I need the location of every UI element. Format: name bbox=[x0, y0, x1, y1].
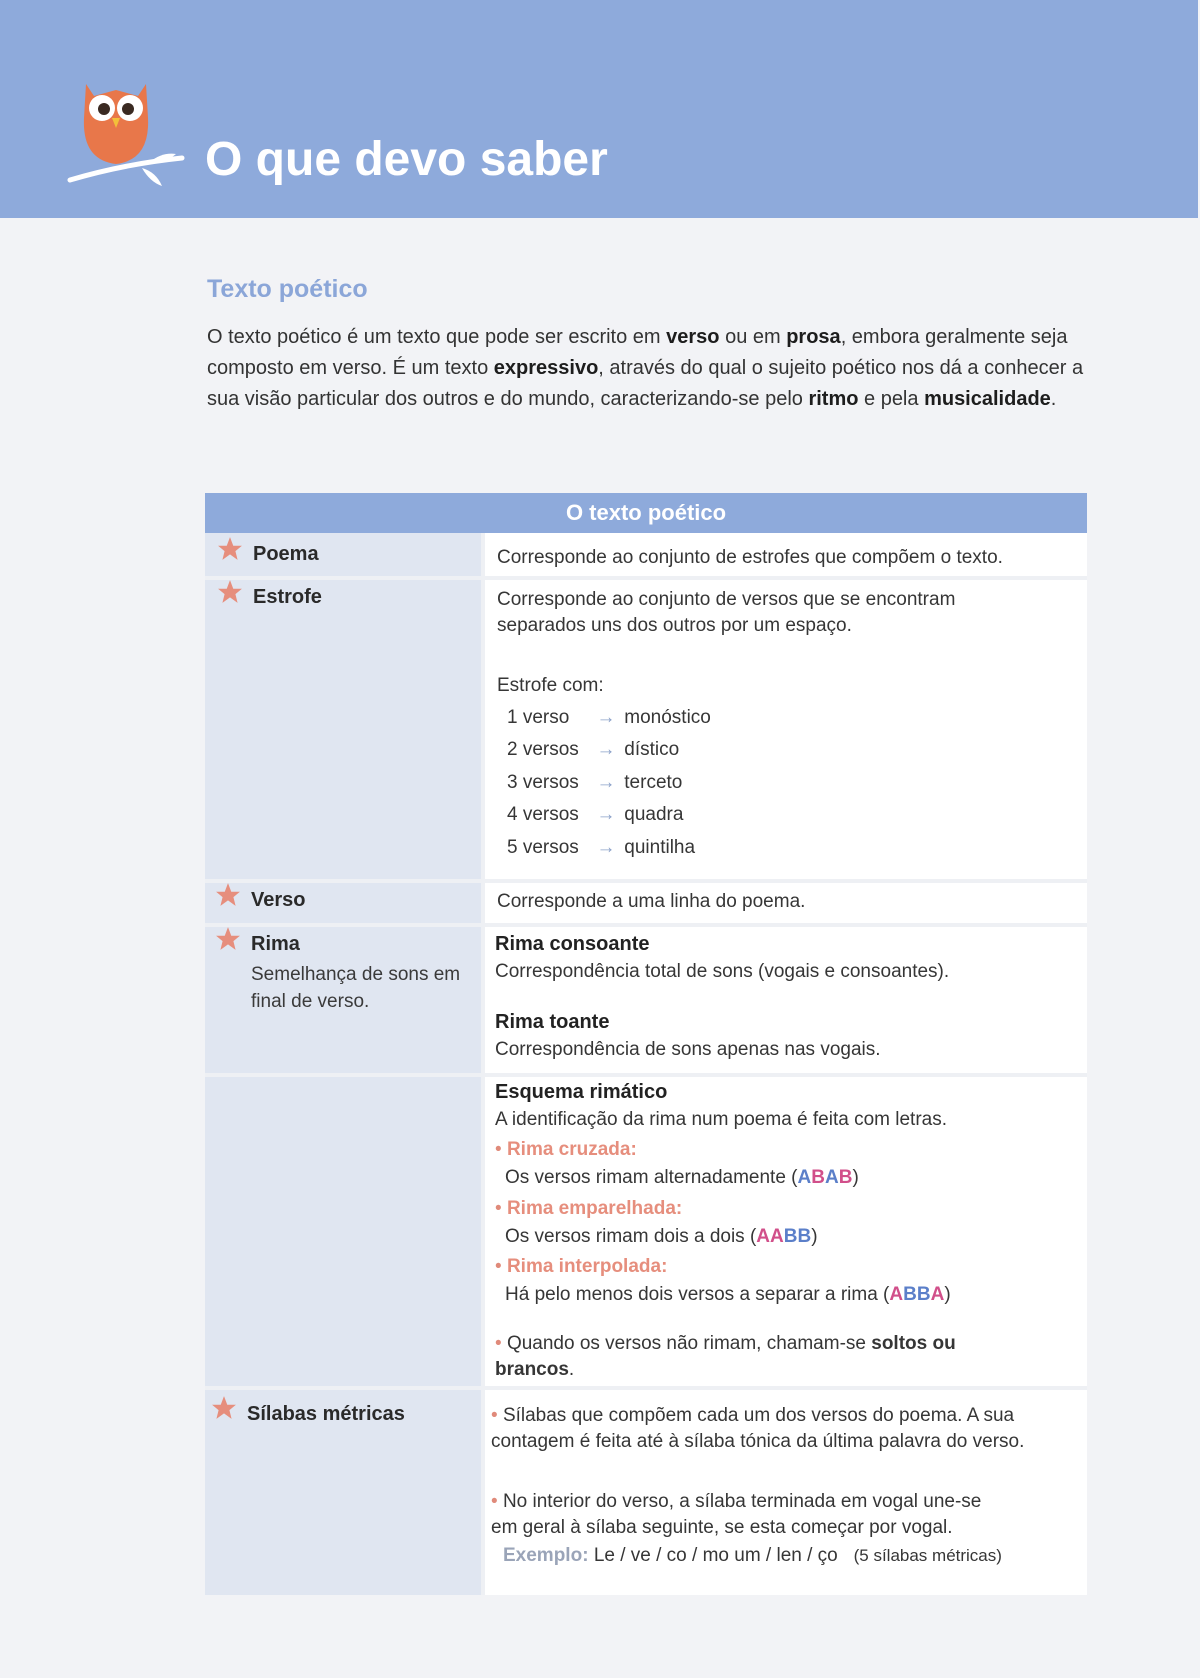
intro-text: e pela bbox=[858, 388, 925, 410]
rima-emparelhada-label: • Rima emparelhada: bbox=[495, 1198, 683, 1219]
row-divider bbox=[205, 576, 1087, 580]
def-estrofe: Corresponde ao conjunto de versos que se encontram separados uns dos outros por um espaço. bbox=[497, 589, 956, 636]
term-rima: Rima bbox=[251, 933, 300, 955]
star-icon bbox=[215, 882, 241, 908]
rima-toante-title: Rima toante bbox=[495, 1011, 610, 1033]
row-divider bbox=[205, 1386, 1087, 1390]
intro-text: , através do qual o sujeito poético nos dá a conhecer a sua visão particular dos outros e do mundo, caracterizando-se pelo bbox=[207, 357, 1084, 410]
intro-bold-term: prosa bbox=[786, 326, 841, 348]
rima-interpolada-text: Há pelo menos dois versos a separar a rima (ABBA) bbox=[505, 1284, 951, 1305]
intro-bold-term: ritmo bbox=[808, 388, 859, 410]
star-icon bbox=[217, 536, 243, 562]
silabas-bullet-1: • Sílabas que compõem cada um dos versos do poema. A sua contagem é feita até à sílaba tónica da última palavra do verso. bbox=[491, 1405, 1025, 1452]
page-header bbox=[0, 0, 1198, 218]
term-estrofe: Estrofe bbox=[253, 586, 322, 608]
star-icon bbox=[211, 1395, 237, 1421]
rima-emparelhada-text: Os versos rimam dois a dois (AABB) bbox=[505, 1226, 818, 1247]
strophe-row: 1 verso → monóstico bbox=[507, 707, 711, 728]
intro-bold-term: verso bbox=[666, 326, 720, 348]
strophe-row: 3 versos → terceto bbox=[507, 772, 683, 793]
row-divider bbox=[205, 1073, 1087, 1077]
silabas-bullet-2: • No interior do verso, a sílaba terminada em vogal une-se em geral à sílaba seguinte, se esta começar por vogal. bbox=[491, 1491, 982, 1538]
row-divider bbox=[205, 923, 1087, 927]
rima-cruzada-text: Os versos rimam alternadamente (ABAB) bbox=[505, 1167, 859, 1188]
term-poema: Poema bbox=[253, 543, 319, 565]
intro-text: . bbox=[1050, 388, 1057, 410]
def-poema: Corresponde ao conjunto de estrofes que compõem o texto. bbox=[497, 547, 1003, 568]
soltos-note: • Quando os versos não rimam, chamam-se soltos ou brancos. bbox=[495, 1333, 956, 1380]
rima-consoante-title: Rima consoante bbox=[495, 933, 650, 955]
strophe-list-title: Estrofe com: bbox=[497, 675, 604, 696]
rima-cruzada-label: • Rima cruzada: bbox=[495, 1139, 637, 1160]
star-icon bbox=[215, 926, 241, 952]
esquema-def: A identificação da rima num poema é feita com letras. bbox=[495, 1109, 948, 1130]
strophe-row: 2 versos → dístico bbox=[507, 739, 680, 760]
intro-bold-term: musicalidade bbox=[924, 388, 1051, 410]
strophe-row: 5 versos → quintilha bbox=[507, 837, 696, 858]
rima-description: Semelhança de sons em final de verso. bbox=[251, 964, 461, 1012]
page-title: O que devo saber bbox=[205, 133, 608, 186]
intro-text: , embora geralmente seja composto em verso. É um texto bbox=[207, 326, 1068, 379]
rima-consoante-def: Correspondência total de sons (vogais e consoantes). bbox=[495, 961, 950, 982]
silabas-example: Exemplo: Le / ve / co / mo um / len / ço (5 sílabas métricas) bbox=[503, 1545, 1002, 1566]
def-verso: Corresponde a uma linha do poema. bbox=[497, 891, 806, 912]
intro-text: O texto poético é um texto que pode ser escrito em bbox=[207, 326, 667, 348]
column-divider bbox=[481, 533, 485, 1595]
poetic-text-table bbox=[205, 493, 1087, 1595]
term-silabas: Sílabas métricas bbox=[247, 1403, 405, 1425]
rima-toante-def: Correspondência de sons apenas nas vogais. bbox=[495, 1039, 881, 1060]
section-heading: Texto poético bbox=[207, 275, 368, 303]
rima-interpolada-label: • Rima interpolada: bbox=[495, 1256, 668, 1277]
term-column bbox=[205, 533, 483, 1595]
table-title: O texto poético bbox=[205, 493, 1087, 533]
strophe-row: 4 versos → quadra bbox=[507, 804, 684, 825]
esquema-title: Esquema rimático bbox=[495, 1081, 668, 1103]
term-verso: Verso bbox=[251, 889, 306, 911]
intro-paragraph bbox=[207, 322, 1089, 415]
star-icon bbox=[217, 579, 243, 605]
row-divider bbox=[205, 879, 1087, 883]
intro-text: ou em bbox=[719, 326, 787, 348]
owl-logo bbox=[64, 78, 194, 208]
intro-bold-term: expressivo bbox=[493, 357, 599, 379]
